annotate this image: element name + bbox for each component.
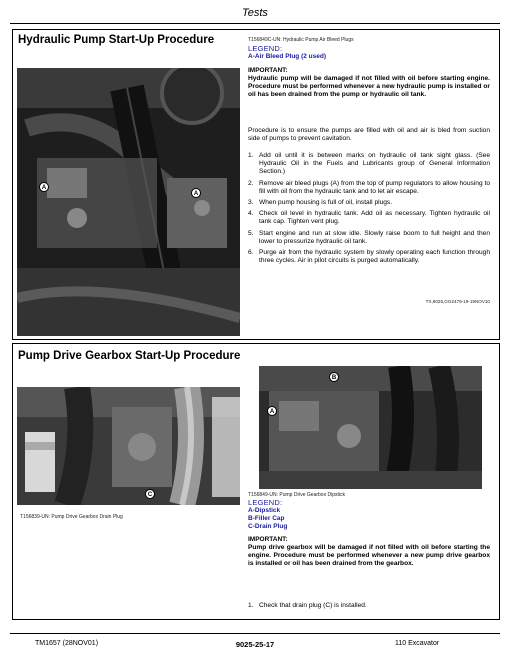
header-rule: [10, 23, 500, 24]
pump-photo-illustration: [17, 68, 240, 336]
callout-a-left: A: [39, 182, 49, 192]
legend-heading: LEGEND:: [248, 498, 283, 507]
callout-b: B: [329, 372, 339, 382]
page-header-title: Tests: [242, 7, 268, 19]
callout-a-right: A: [191, 188, 201, 198]
dipstick-photo-illustration: [259, 366, 482, 489]
step-item: 4. Check oil level in hydraulic tank. Add oil as necessary. Tighten hydraulic oil tank cap. Tighten vent plug.: [248, 210, 490, 226]
legend-item: A-Air Bleed Plug (2 used): [248, 53, 327, 60]
section-pump-drive-gearbox: [12, 343, 500, 620]
hydraulic-pump-photo: [17, 68, 240, 336]
step-item: 1. Check that drain plug (C) is installed.: [248, 602, 367, 609]
important-text: Pump drive gearbox will be damaged if not filled with oil before starting the engine. Procedure must be performed whenever a new pump drive gearbox is installed or oil has been drained from the gearbox.: [248, 544, 490, 568]
drain-photo-illustration: [17, 387, 240, 505]
section-title: Hydraulic Pump Start-Up Procedure: [18, 34, 215, 46]
step-item: 3. When pump housing is full of oil, install plugs.: [248, 199, 393, 207]
important-text: Hydraulic pump will be damaged if not filled with oil before starting engine. Procedure must be performed whenever a new hydraulic pump is installed or oil has been drained from the pump or hydraulic oil tank.: [248, 75, 490, 99]
drain-photo-caption: T156839-UN: Pump Drive Gearbox Drain Plug: [20, 514, 123, 520]
procedure-steps: [248, 152, 490, 268]
gearbox-dipstick-photo: [259, 366, 482, 489]
step-item: 5. Start engine and run at slow idle. Slowly raise boom to full height and then lower to pressurize hydraulic oil tank.: [248, 229, 490, 245]
section-hydraulic-pump: [12, 29, 500, 340]
callout-c: C: [145, 489, 155, 499]
dipstick-photo-caption: T156849-UN: Pump Drive Gearbox Dipstick: [248, 492, 345, 498]
step-item: 6. Purge air from the hydraulic system by slowly operating each function through three cycles. Air in pilot circuits is purged automatically.: [248, 249, 490, 265]
footer-rule: [10, 633, 500, 634]
gearbox-drain-photo: [17, 387, 240, 505]
procedure-intro: Procedure is to ensure the pumps are filled with oil and air is bled from suction side of pumps to prevent cavitation.: [248, 127, 490, 143]
reference-code: TX,9025,GG2479-19-19NOV10: [425, 299, 490, 304]
footer-doc-id: TM1657 (28NOV01): [35, 640, 99, 647]
step-item: 1. Add oil until it is between marks on hydraulic oil tank sight glass. (See Hydraulic Oil in the Fuels and Lubricants group of General Information Section.): [248, 152, 490, 176]
section-title: Pump Drive Gearbox Start-Up Procedure: [18, 350, 241, 362]
legend-item-filler-cap: B-Filler Cap: [248, 515, 285, 522]
important-heading: IMPORTANT:: [248, 536, 288, 543]
legend-item-dipstick: A-Dipstick: [248, 507, 281, 514]
gearbox-steps: [248, 602, 490, 613]
legend-heading: LEGEND:: [248, 44, 283, 53]
footer-page-number: 9025-25-17: [235, 640, 275, 649]
step-item: 2. Remove air bleed plugs (A) from the top of pump regulators to allow housing to fill with oil from the hydraulic tank and to let air escape.: [248, 179, 490, 195]
callout-a: A: [267, 406, 277, 416]
important-heading: IMPORTANT:: [248, 67, 288, 74]
footer-machine: 110 Excavator: [395, 640, 440, 647]
legend-item-drain-plug: C-Drain Plug: [248, 523, 288, 530]
photo-caption: T156849C-UN: Hydraulic Pump Air Bleed Plugs: [248, 37, 354, 43]
